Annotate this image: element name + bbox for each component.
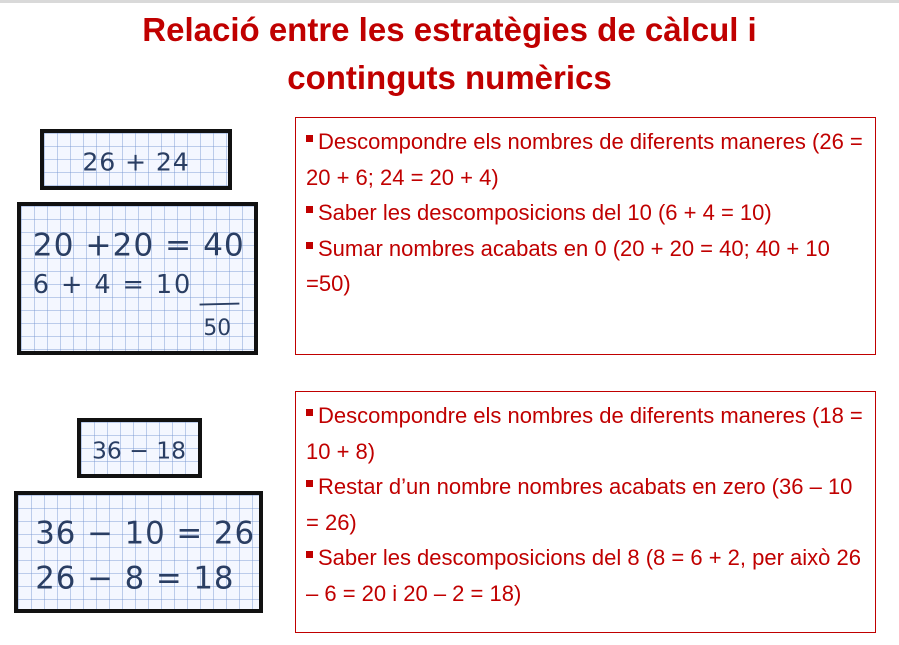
- example2-work-row2: 26 − 8 = 18: [35, 560, 235, 597]
- example2-work-handwriting: [18, 495, 259, 609]
- example2-operation-text: 36 − 18: [92, 436, 187, 465]
- strategy-item: Sumar nombres acabats en 0 (20 + 20 = 40; 40 + 10 =50): [306, 235, 830, 296]
- title-line-2: continguts numèrics: [287, 59, 612, 96]
- strategy-item: Saber les descomposicions del 8 (8 = 6 + 2, per això 26 – 6 = 20 i 20 – 2 = 18): [306, 545, 861, 606]
- example2-strategies-panel: [295, 391, 876, 633]
- example1-work-row2: 6 + 4 = 10: [32, 270, 193, 301]
- example1-strategies-list: [306, 124, 865, 302]
- example1-work-card: [17, 202, 258, 355]
- bullet-square-icon: [306, 206, 313, 213]
- example1-operation-text: 26 + 24: [82, 147, 190, 177]
- example2-operation-handwriting: [81, 422, 198, 474]
- top-rule: [0, 0, 899, 3]
- example2-work-card: [14, 491, 263, 613]
- bullet-square-icon: [306, 551, 313, 558]
- bullet-square-icon: [306, 409, 313, 416]
- bullet-square-icon: [306, 242, 313, 249]
- bullet-square-icon: [306, 135, 313, 142]
- strategy-item: Saber les descomposicions del 10 (6 + 4 = 10): [306, 195, 865, 231]
- example2-strategies-list: [306, 398, 865, 611]
- strategy-item: Descompondre els nombres de diferents maneres (26 = 20 + 6; 24 = 20 + 4): [306, 129, 863, 190]
- example1-operation-card: [40, 129, 232, 190]
- slide-title: [0, 6, 899, 102]
- bullet-square-icon: [306, 480, 313, 487]
- example2-operation-card: [77, 418, 202, 478]
- example1-work-row1: 20 +20 = 40: [32, 227, 245, 264]
- example2-work-row1: 36 − 10 = 26: [35, 515, 256, 552]
- example1-work-sum: 50: [203, 315, 232, 341]
- example1-strategies-panel: [295, 117, 876, 355]
- example1-sum-line: [200, 304, 240, 305]
- example1-operation-handwriting: [44, 133, 228, 186]
- strategy-item: Descompondre els nombres de diferents maneres (18 = 10 + 8): [306, 403, 863, 464]
- example1-work-handwriting: [21, 206, 254, 351]
- title-line-1: Relació entre les estratègies de càlcul i: [142, 11, 757, 48]
- strategy-item: Restar d’un nombre nombres acabats en zero (36 – 10 = 26): [306, 474, 853, 535]
